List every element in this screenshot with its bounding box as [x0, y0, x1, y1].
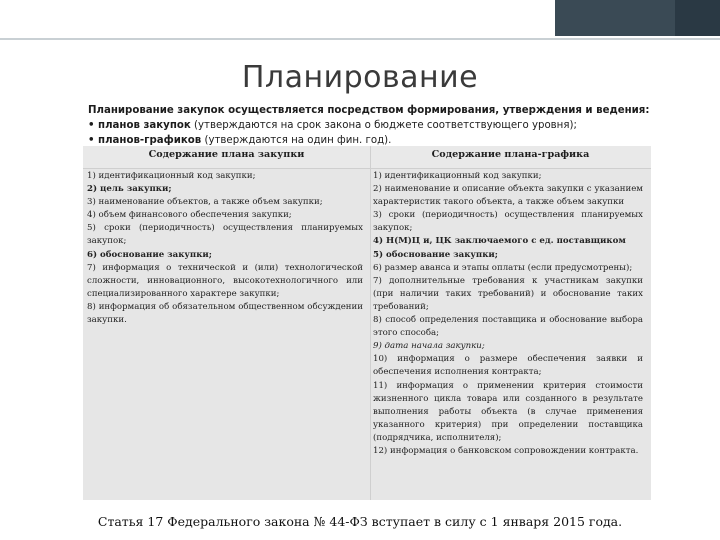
plan-contents-column [87, 170, 363, 327]
schedule-item: 7) дополнительные требования к участникам закупки (при наличии таких требований) и обоснование таких требований; [373, 275, 643, 312]
title-separator [0, 38, 720, 40]
schedule-item: 11) информация о применении критерия стоимости жизненного цикла товара или созданного в результате выполнения работы объекта (в случае применения указанного критерия) при определении поставщика (подрядчика, исполнителя); [373, 380, 643, 443]
schedule-item: 5) обоснование закупки; [373, 249, 498, 260]
table-header-plan: Содержание плана закупки [148, 149, 305, 160]
intro-bullet-plans-bold: • планов закупок [88, 120, 191, 131]
schedule-item: 4) Н(М)Ц и, ЦК заключаемого с ед. поставщиком [373, 236, 626, 247]
footer-note: Статья 17 Федерального закона № 44-ФЗ вступает в силу с 1 января 2015 года. [97, 514, 623, 529]
top-decor-bar [0, 0, 720, 36]
content-table [83, 146, 651, 500]
intro-lead: Планирование закупок осуществляется посредством формирования, утверждения и ведения: [88, 105, 650, 116]
table-header-schedule: Содержание плана-графика [431, 149, 590, 160]
intro-bullet-schedules-rest: (утверждаются на один фин. год). [201, 135, 392, 146]
schedule-item: 9) дата начала закупки; [373, 341, 485, 352]
plan-item: 2) цель закупки; [87, 184, 172, 195]
schedule-item: 3) сроки (периодичность) осуществления планируемых закупок; [373, 210, 643, 234]
top-decor-band-dark [675, 0, 720, 36]
schedule-item: 8) способ определения поставщика и обоснование выбора этого способа; [373, 315, 643, 339]
plan-item: 8) информация об обязательном общественном обсуждении закупки. [87, 301, 363, 326]
plan-item: 7) информация о технической и (или) технологической сложности, инновационного, высокотехнологичного или специализированного характере закупки; [87, 262, 363, 299]
plan-item: 5) сроки (периодичность) осуществления планируемых закупок; [87, 223, 363, 247]
table-divider [370, 146, 371, 500]
schedule-item: 12) информация о банковском сопровождении контракта. [373, 445, 639, 456]
intro-bullet-plans-rest: (утверждаются на срок закона о бюджете соответствующего уровня); [190, 120, 577, 131]
schedule-item: 6) размер аванса и этапы оплаты (если предусмотрены); [373, 262, 633, 273]
table-header [83, 146, 651, 169]
plan-item: 4) объем финансового обеспечения закупки; [87, 210, 292, 221]
schedule-contents-column [373, 170, 643, 458]
plan-item: 3) наименование объектов, а также объем закупки; [87, 197, 323, 208]
slide-title: Планирование [241, 60, 479, 95]
intro-bullet-plans [88, 118, 668, 133]
schedule-item: 2) наименование и описание объекта закупки с указанием характеристик такого объекта, а также объем закупки [373, 184, 643, 208]
plan-item: 1) идентификационный код закупки; [87, 171, 256, 181]
top-decor-band [555, 0, 675, 36]
plan-item: 6) обоснование закупки; [87, 249, 212, 260]
intro-bullet-schedules-bold: • планов-графиков [88, 135, 202, 146]
schedule-item: 1) идентификационный код закупки; [373, 171, 542, 181]
schedule-item: 10) информация о размере обеспечения заявки и обеспечения исполнения контракта; [373, 354, 643, 378]
intro-text [88, 103, 668, 148]
